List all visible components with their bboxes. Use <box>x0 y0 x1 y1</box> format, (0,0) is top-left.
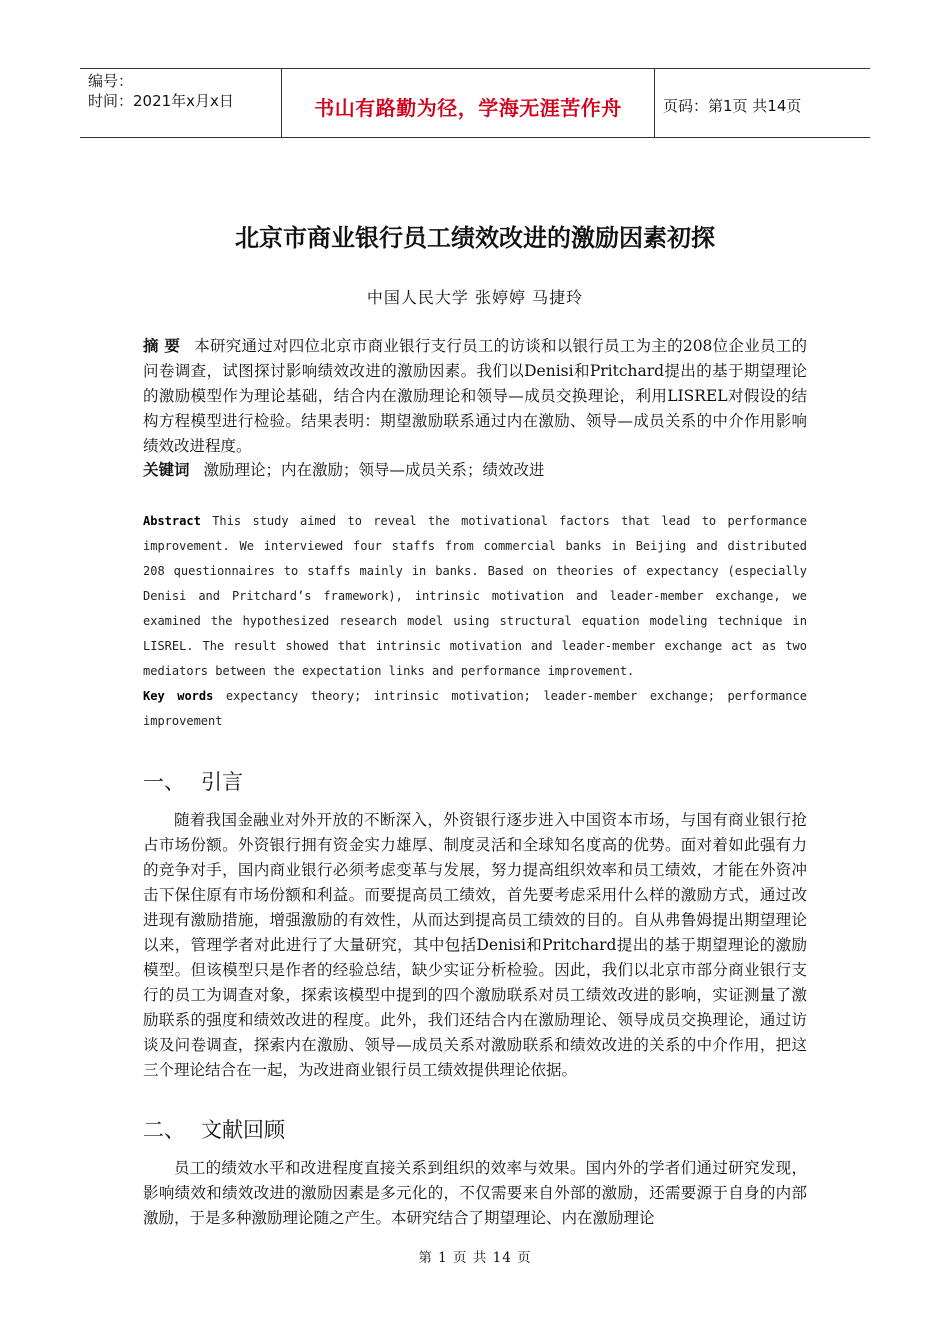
header-meta-cell <box>80 69 282 137</box>
keywords-en-text: expectancy theory; intrinsic motivation; leader-member exchange; performance improvement <box>143 689 807 728</box>
page-info: 页码：第1页 共14页 <box>663 96 802 115</box>
keywords-cn-label: 关键词 <box>143 461 190 479</box>
abstract-cn-text: 本研究通过对四位北京市商业银行支行员工的访谈和以银行员工为主的208位企业员工的问卷调查，试图探讨影响绩效改进的激励因素。我们以Denisi和Pritchard提出的基于期望理论的激励模型作为理论基础，结合内在激励理论和领导—成员交换理论，利用LISREL对假设的结构方程模型进行检验。结果表明：期望激励联系通过内在激励、领导—成员关系的中介作用影响绩效改进程度。 <box>143 337 807 455</box>
motto-text: 书山有路勤为径，学海无涯苦作舟 <box>314 95 622 120</box>
page-footer: 第 1 页 共 14 页 <box>418 1250 532 1266</box>
abstract-chinese <box>143 334 807 459</box>
section-heading-introduction <box>143 766 243 796</box>
section-paragraph-introduction: 随着我国金融业对外开放的不断深入，外资银行逐步进入中国资本市场，与国有商业银行抢占市场份额。外资银行拥有资金实力雄厚、制度灵活和全球知名度高的优势。面对着如此强有力的竞争对手，国内商业银行必须考虑变革与发展，努力提高组织效率和员工绩效，才能在外资冲击下保住原有市场份额和利益。而要提高员工绩效，首先要考虑采用什么样的激励方式，通过改进现有激励措施，增强激励的有效性，从而达到提高员工绩效的目的。自从弗鲁姆提出期望理论以来，管理学者对此进行了大量研究，其中包括Denisi和Pritchard提出的基于期望理论的激励模型。但该模型只是作者的经验总结，缺少实证分析检验。因此，我们以北京市部分商业银行支行的员工为调查对象，探索该模型中提到的四个激励联系对员工绩效改进的影响，实证测量了激励联系的强度和绩效改进的程度。此外，我们还结合内在激励理论、领导成员交换理论，通过访谈及问卷调查，探索内在激励、领导—成员关系对激励联系和绩效改进的关系的中介作用，把这三个理论结合在一起，为改进商业银行员工绩效提供理论依据。 <box>143 811 807 1079</box>
keywords-english <box>143 684 807 734</box>
authors-line: 中国人民大学 张婷婷 马捷玲 <box>366 288 584 307</box>
section-number: 二、 <box>143 1118 185 1142</box>
keywords-en-label: Key words <box>143 689 214 703</box>
section-heading-literature-review <box>143 1114 285 1144</box>
document-title: 北京市商业银行员工绩效改进的激励因素初探 <box>235 224 715 252</box>
time-label: 时间：2021年x月x日 <box>88 92 234 110</box>
abstract-cn-label: 摘 要 <box>143 337 181 355</box>
abstract-en-label: Abstract <box>143 514 201 528</box>
section-title: 文献回顾 <box>201 1118 285 1142</box>
section-paragraph-literature-review: 员工的绩效水平和改进程度直接关系到组织的效率与效果。国内外的学者们通过研究发现，影响绩效和绩效改进的激励因素是多元化的，不仅需要来自外部的激励，还需要源于自身的内部激励，于是多种激励理论随之产生。本研究结合了期望理论、内在激励理论 <box>143 1159 807 1227</box>
header-page-cell <box>655 69 870 137</box>
number-label: 编号： <box>88 72 134 90</box>
section-number: 一、 <box>143 770 185 794</box>
section-title: 引言 <box>201 770 243 794</box>
header-table <box>80 68 870 138</box>
keywords-cn-text: 激励理论；内在激励；领导—成员关系；绩效改进 <box>203 461 545 479</box>
abstract-english <box>143 509 807 684</box>
header-motto-cell <box>282 69 655 137</box>
keywords-chinese <box>143 458 807 483</box>
abstract-en-text: This study aimed to reveal the motivational factors that lead to performance improvement. We interviewed four staffs from commercial banks in Beijing and distributed 208 questionnaires to staffs mainly in banks. Based on theories of expectancy (especially Denisi and Pritchard’s framework), intrinsic motivation and leader-member exchange, we examined the hypothesized research model using structural equation modeling technique in LISREL. The result showed that intrinsic motivation and leader-member exchange act as two mediators between the expectation links and performance improvement. <box>143 514 807 678</box>
